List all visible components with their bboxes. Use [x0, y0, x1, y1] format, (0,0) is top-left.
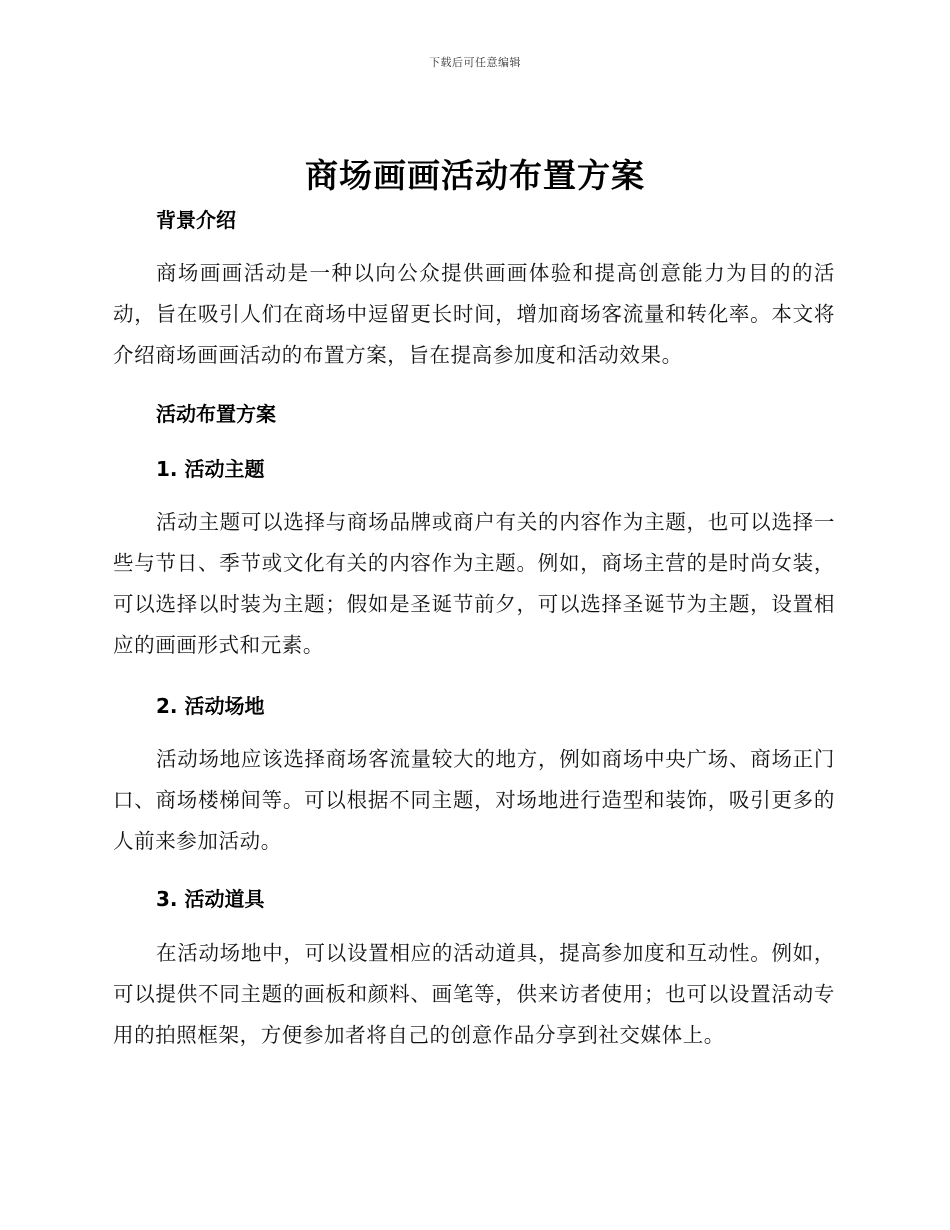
plan-section — [113, 400, 835, 428]
props-paragraph-block — [113, 933, 835, 1056]
background-paragraph-block — [113, 253, 835, 376]
props-heading: 3. 活动道具 — [156, 887, 265, 911]
venue-paragraph-block — [113, 739, 835, 862]
background-paragraph: 商场画画活动是一种以向公众提供画画体验和提高创意能力为目的的活动，旨在吸引人们在商场中逗留更长时间，增加商场客流量和转化率。本文将介绍商场画画活动的布置方案，旨在提高参加度和活动效果。 — [113, 261, 835, 367]
theme-paragraph-block — [113, 502, 835, 666]
theme-section — [113, 455, 835, 483]
venue-heading: 2. 活动场地 — [156, 694, 265, 718]
document-title: 商场画画活动布置方案 — [305, 156, 645, 195]
plan-heading: 活动布置方案 — [156, 402, 276, 426]
venue-section — [113, 692, 835, 720]
props-paragraph: 在活动场地中，可以设置相应的活动道具，提高参加度和互动性。例如，可以提供不同主题的画板和颜料、画笔等，供来访者使用；也可以设置活动专用的拍照框架，方便参加者将自己的创意作品分享到社交媒体上。 — [113, 941, 835, 1047]
header-note: 下载后可任意编辑 — [429, 56, 521, 69]
background-section — [113, 206, 835, 234]
theme-heading: 1. 活动主题 — [156, 457, 265, 481]
venue-paragraph: 活动场地应该选择商场客流量较大的地方，例如商场中央广场、商场正门口、商场楼梯间等。可以根据不同主题，对场地进行造型和装饰，吸引更多的人前来参加活动。 — [113, 747, 835, 853]
theme-paragraph: 活动主题可以选择与商场品牌或商户有关的内容作为主题，也可以选择一些与节日、季节或文化有关的内容作为主题。例如，商场主营的是时尚女装，可以选择以时装为主题；假如是圣诞节前夕，可以选择圣诞节为主题，设置相应的画画形式和元素。 — [113, 510, 835, 657]
background-heading: 背景介绍 — [156, 208, 236, 232]
props-section — [113, 885, 835, 913]
